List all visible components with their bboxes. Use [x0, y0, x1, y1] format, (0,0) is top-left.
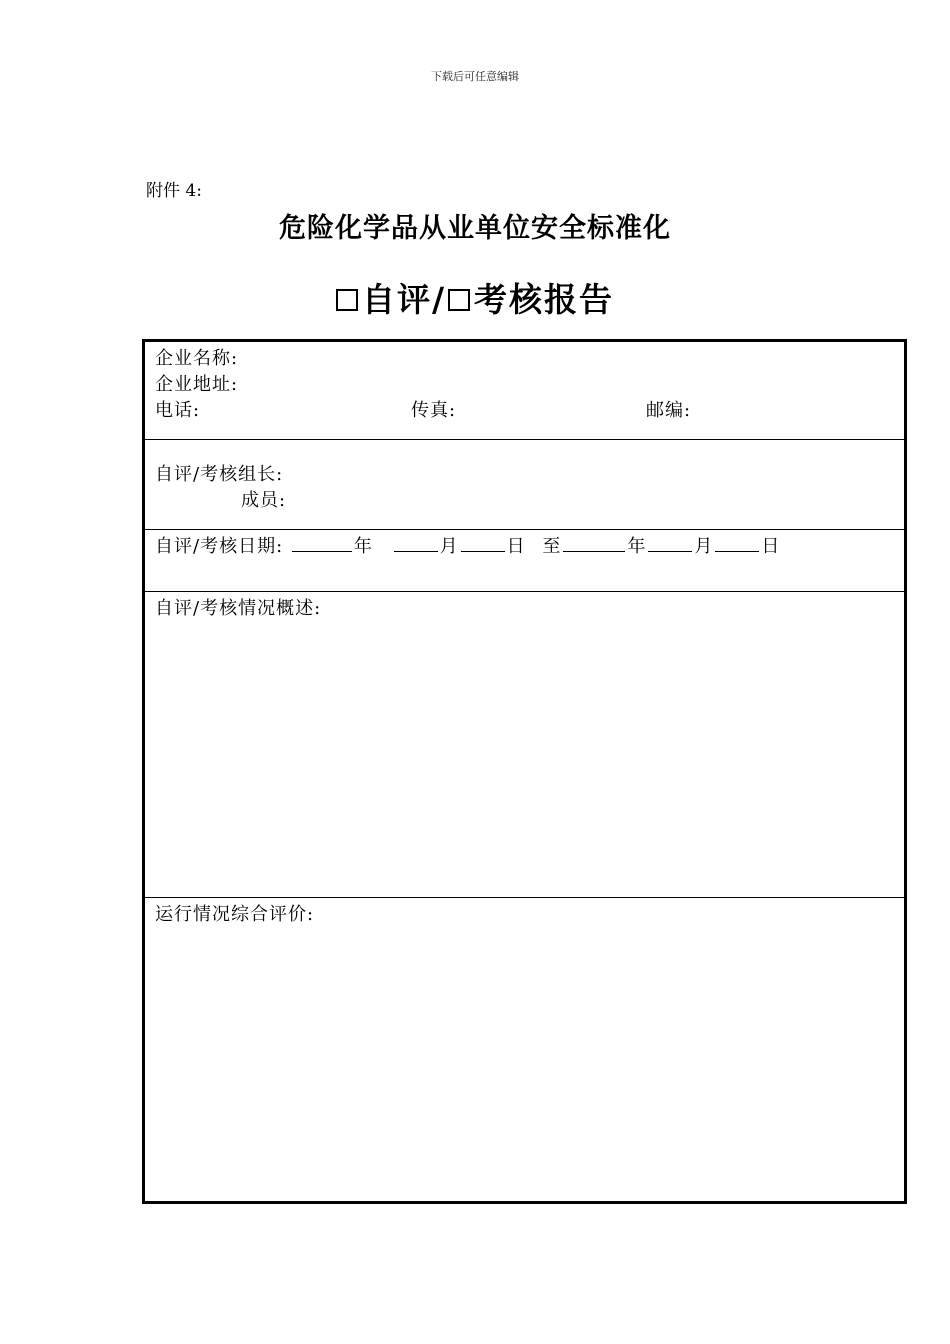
summary-label: 自评/考核情况概述: [155, 598, 322, 619]
team-section [145, 440, 904, 530]
attachment-label: 附件 4: [146, 181, 202, 201]
team-leader-label: 自评/考核组长: [155, 464, 284, 485]
document-subtitle [0, 274, 950, 321]
end-day-unit: 日 [761, 536, 781, 557]
company-name-label: 企业名称: [155, 348, 239, 369]
end-month-unit: 月 [694, 536, 714, 557]
report-label: 考核报告 [474, 280, 615, 319]
fax-label: 传真: [411, 400, 457, 421]
report-form [142, 339, 907, 1204]
end-month-blank[interactable] [648, 537, 692, 552]
end-year-blank[interactable] [563, 537, 625, 552]
summary-section[interactable] [145, 592, 904, 898]
date-row [155, 532, 780, 558]
end-day-blank[interactable] [715, 537, 759, 552]
postcode-label: 邮编: [646, 400, 692, 421]
start-day-unit: 日 [506, 536, 526, 557]
date-to-label: 至 [542, 536, 562, 557]
end-year-unit: 年 [627, 536, 647, 557]
start-month-blank[interactable] [394, 537, 438, 552]
evaluation-section[interactable] [145, 898, 904, 1201]
start-month-unit: 月 [439, 536, 459, 557]
phone-label: 电话: [155, 400, 201, 421]
self-assessment-label: 自评/ [361, 280, 447, 319]
header-note: 下载后可任意编辑 [431, 70, 519, 83]
members-label: 成员: [241, 490, 287, 511]
date-section [145, 530, 904, 592]
company-address-label: 企业地址: [155, 374, 239, 395]
start-day-blank[interactable] [461, 537, 505, 552]
self-assessment-checkbox[interactable] [336, 289, 358, 311]
start-year-unit: 年 [353, 536, 373, 557]
company-info-section [145, 342, 904, 440]
date-label: 自评/考核日期: [155, 536, 284, 557]
start-year-blank[interactable] [292, 537, 352, 552]
evaluation-label: 运行情况综合评价: [155, 904, 315, 925]
audit-checkbox[interactable] [448, 289, 470, 311]
document-title: 危险化学品从业单位安全标准化 [279, 213, 671, 244]
